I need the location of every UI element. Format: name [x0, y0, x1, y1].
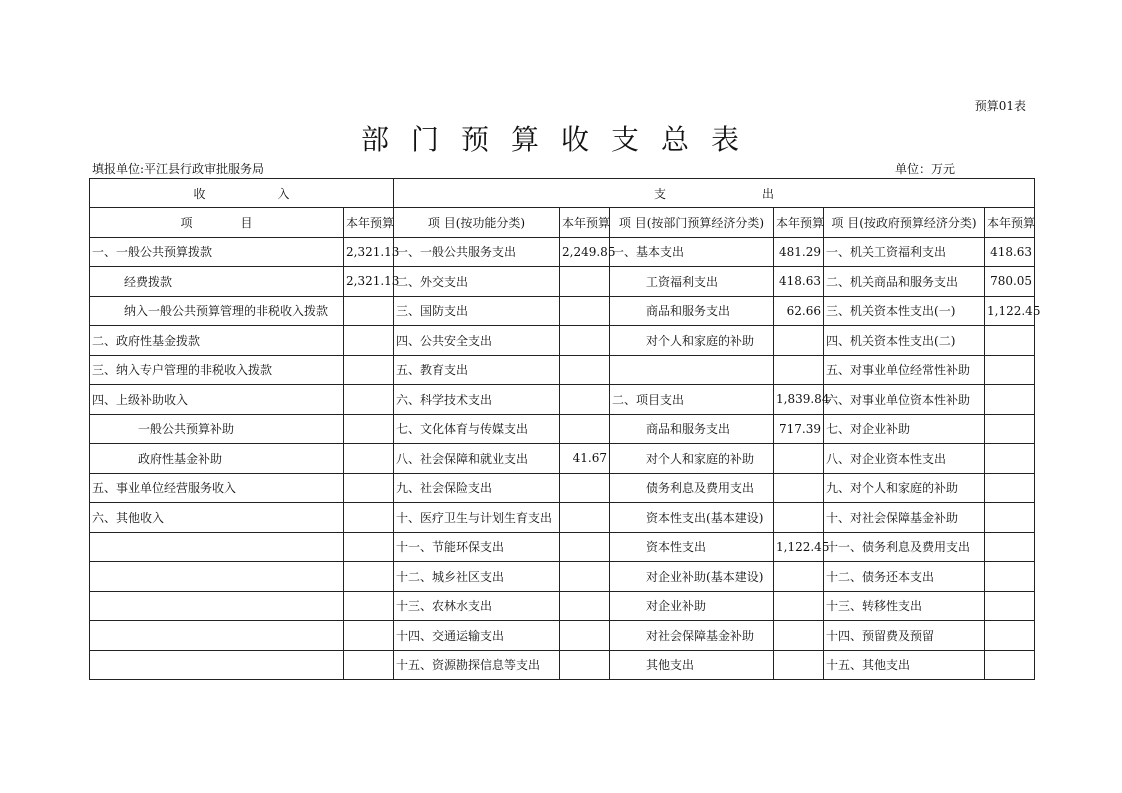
- income-item: 一般公共预算补助: [90, 414, 344, 444]
- dept-amount: [774, 621, 824, 651]
- gov-item: 十、对社会保障基金补助: [824, 503, 985, 533]
- gov-item: 一、机关工资福利支出: [824, 237, 985, 267]
- dept-item: 一、基本支出: [610, 237, 774, 267]
- gov-amount: [985, 385, 1035, 415]
- table-row: [90, 355, 1035, 385]
- func-amount: [560, 385, 610, 415]
- gov-budget-header: 本年预算: [985, 208, 1035, 238]
- gov-amount: [985, 414, 1035, 444]
- table-row: [90, 650, 1035, 680]
- dept-item: 对社会保障基金补助: [610, 621, 774, 651]
- dept-amount: 1,122.45: [774, 532, 824, 562]
- gov-item: 八、对企业资本性支出: [824, 444, 985, 474]
- income-item: 纳入一般公共预算管理的非税收入拨款: [90, 296, 344, 326]
- gov-item: 十五、其他支出: [824, 650, 985, 680]
- table-row: [90, 473, 1035, 503]
- gov-item-header: 项 目(按政府预算经济分类): [824, 208, 985, 238]
- income-item: 六、其他收入: [90, 503, 344, 533]
- dept-item: 工资福利支出: [610, 267, 774, 297]
- income-amount: [344, 532, 394, 562]
- table-row: [90, 562, 1035, 592]
- dept-amount: [774, 562, 824, 592]
- dept-amount: 62.66: [774, 296, 824, 326]
- gov-amount: [985, 355, 1035, 385]
- dept-amount: 717.39: [774, 414, 824, 444]
- dept-item: 商品和服务支出: [610, 414, 774, 444]
- income-amount: [344, 473, 394, 503]
- gov-amount: [985, 444, 1035, 474]
- func-item-header: 项 目(按功能分类): [394, 208, 560, 238]
- income-item: [90, 591, 344, 621]
- func-budget-header: 本年预算: [560, 208, 610, 238]
- income-amount: [344, 326, 394, 356]
- dept-item: 对企业补助(基本建设): [610, 562, 774, 592]
- dept-amount: [774, 326, 824, 356]
- table-row: [90, 621, 1035, 651]
- income-item: 三、纳入专户管理的非税收入拨款: [90, 355, 344, 385]
- func-item: 六、科学技术支出: [394, 385, 560, 415]
- table-row: [90, 267, 1035, 297]
- func-amount: [560, 562, 610, 592]
- func-amount: 41.67: [560, 444, 610, 474]
- gov-amount: [985, 532, 1035, 562]
- func-amount: [560, 503, 610, 533]
- income-amount: [344, 444, 394, 474]
- gov-amount: [985, 591, 1035, 621]
- income-amount: [344, 355, 394, 385]
- expense-header: 支 出: [394, 179, 1035, 208]
- dept-amount: [774, 591, 824, 621]
- func-item: 一、一般公共服务支出: [394, 237, 560, 267]
- gov-item: 二、机关商品和服务支出: [824, 267, 985, 297]
- func-amount: [560, 355, 610, 385]
- income-amount: [344, 414, 394, 444]
- dept-amount: [774, 650, 824, 680]
- dept-amount: [774, 503, 824, 533]
- income-amount: [344, 621, 394, 651]
- gov-amount: [985, 473, 1035, 503]
- dept-item: 商品和服务支出: [610, 296, 774, 326]
- dept-item: 对个人和家庭的补助: [610, 444, 774, 474]
- income-item: 政府性基金补助: [90, 444, 344, 474]
- income-amount: [344, 296, 394, 326]
- income-budget-header: 本年预算: [344, 208, 394, 238]
- gov-amount: [985, 650, 1035, 680]
- table-row: [90, 414, 1035, 444]
- func-item: 十、医疗卫生与计划生育支出: [394, 503, 560, 533]
- table-row: [90, 296, 1035, 326]
- func-amount: [560, 591, 610, 621]
- income-amount: [344, 503, 394, 533]
- gov-amount: 1,122.45: [985, 296, 1035, 326]
- gov-amount: [985, 503, 1035, 533]
- dept-item: 资本性支出: [610, 532, 774, 562]
- page-title: 部门预算收支总表: [360, 123, 761, 156]
- income-amount: 2,321.13: [344, 237, 394, 267]
- table-row: [90, 444, 1035, 474]
- func-item: 四、公共安全支出: [394, 326, 560, 356]
- func-item: 十三、农林水支出: [394, 591, 560, 621]
- dept-amount: 1,839.84: [774, 385, 824, 415]
- func-item: 九、社会保险支出: [394, 473, 560, 503]
- func-amount: 2,249.85: [560, 237, 610, 267]
- currency-unit: 单位：万元: [895, 162, 956, 176]
- form-number: 预算01表: [974, 99, 1026, 113]
- table-row: [90, 532, 1035, 562]
- dept-amount: [774, 444, 824, 474]
- gov-item: 十四、预留费及预留: [824, 621, 985, 651]
- income-amount: [344, 650, 394, 680]
- func-amount: [560, 650, 610, 680]
- table-header-row: [90, 208, 1035, 238]
- income-item: 四、上级补助收入: [90, 385, 344, 415]
- func-amount: [560, 532, 610, 562]
- func-amount: [560, 414, 610, 444]
- table-header-group: [90, 179, 1035, 208]
- income-item: 一、一般公共预算拨款: [90, 237, 344, 267]
- gov-item: 九、对个人和家庭的补助: [824, 473, 985, 503]
- gov-item: 十二、债务还本支出: [824, 562, 985, 592]
- func-item: 十五、资源勘探信息等支出: [394, 650, 560, 680]
- dept-item-header: 项 目(按部门预算经济分类): [610, 208, 774, 238]
- dept-item: 对企业补助: [610, 591, 774, 621]
- func-item: 五、教育支出: [394, 355, 560, 385]
- gov-amount: 780.05: [985, 267, 1035, 297]
- gov-amount: [985, 326, 1035, 356]
- income-header: 收 入: [90, 179, 394, 208]
- func-item: 七、文化体育与传媒支出: [394, 414, 560, 444]
- gov-item: 十一、债务利息及费用支出: [824, 532, 985, 562]
- gov-item: 七、对企业补助: [824, 414, 985, 444]
- table-row: [90, 591, 1035, 621]
- gov-item: 十三、转移性支出: [824, 591, 985, 621]
- table-row: [90, 326, 1035, 356]
- gov-amount: [985, 562, 1035, 592]
- gov-item: 五、对事业单位经常性补助: [824, 355, 985, 385]
- func-amount: [560, 473, 610, 503]
- func-amount: [560, 296, 610, 326]
- dept-amount: 418.63: [774, 267, 824, 297]
- func-amount: [560, 267, 610, 297]
- func-item: 十一、节能环保支出: [394, 532, 560, 562]
- dept-item: 资本性支出(基本建设): [610, 503, 774, 533]
- income-amount: [344, 562, 394, 592]
- gov-item: 六、对事业单位资本性补助: [824, 385, 985, 415]
- table-row: [90, 503, 1035, 533]
- income-amount: 2,321.13: [344, 267, 394, 297]
- budget-table: [89, 178, 1041, 680]
- income-amount: [344, 591, 394, 621]
- func-amount: [560, 326, 610, 356]
- gov-item: 四、机关资本性支出(二): [824, 326, 985, 356]
- dept-item: 其他支出: [610, 650, 774, 680]
- func-item: 三、国防支出: [394, 296, 560, 326]
- gov-amount: [985, 621, 1035, 651]
- income-item: [90, 562, 344, 592]
- gov-amount: 418.63: [985, 237, 1035, 267]
- dept-amount: 481.29: [774, 237, 824, 267]
- func-item: 十二、城乡社区支出: [394, 562, 560, 592]
- income-item: [90, 532, 344, 562]
- income-item: 五、事业单位经营服务收入: [90, 473, 344, 503]
- func-item: 二、外交支出: [394, 267, 560, 297]
- dept-item: [610, 355, 774, 385]
- table-row: [90, 237, 1035, 267]
- func-amount: [560, 621, 610, 651]
- dept-item: 债务利息及费用支出: [610, 473, 774, 503]
- fill-unit: 填报单位:平江县行政审批服务局: [92, 162, 265, 176]
- gov-item: 三、机关资本性支出(一): [824, 296, 985, 326]
- income-item: 二、政府性基金拨款: [90, 326, 344, 356]
- income-item: [90, 621, 344, 651]
- dept-item: 二、项目支出: [610, 385, 774, 415]
- func-item: 八、社会保障和就业支出: [394, 444, 560, 474]
- dept-item: 对个人和家庭的补助: [610, 326, 774, 356]
- dept-amount: [774, 355, 824, 385]
- dept-amount: [774, 473, 824, 503]
- income-amount: [344, 385, 394, 415]
- income-item: 经费拨款: [90, 267, 344, 297]
- table-row: [90, 385, 1035, 415]
- func-item: 十四、交通运输支出: [394, 621, 560, 651]
- dept-budget-header: 本年预算: [774, 208, 824, 238]
- income-item: [90, 650, 344, 680]
- income-item-header: 项 目: [90, 208, 344, 238]
